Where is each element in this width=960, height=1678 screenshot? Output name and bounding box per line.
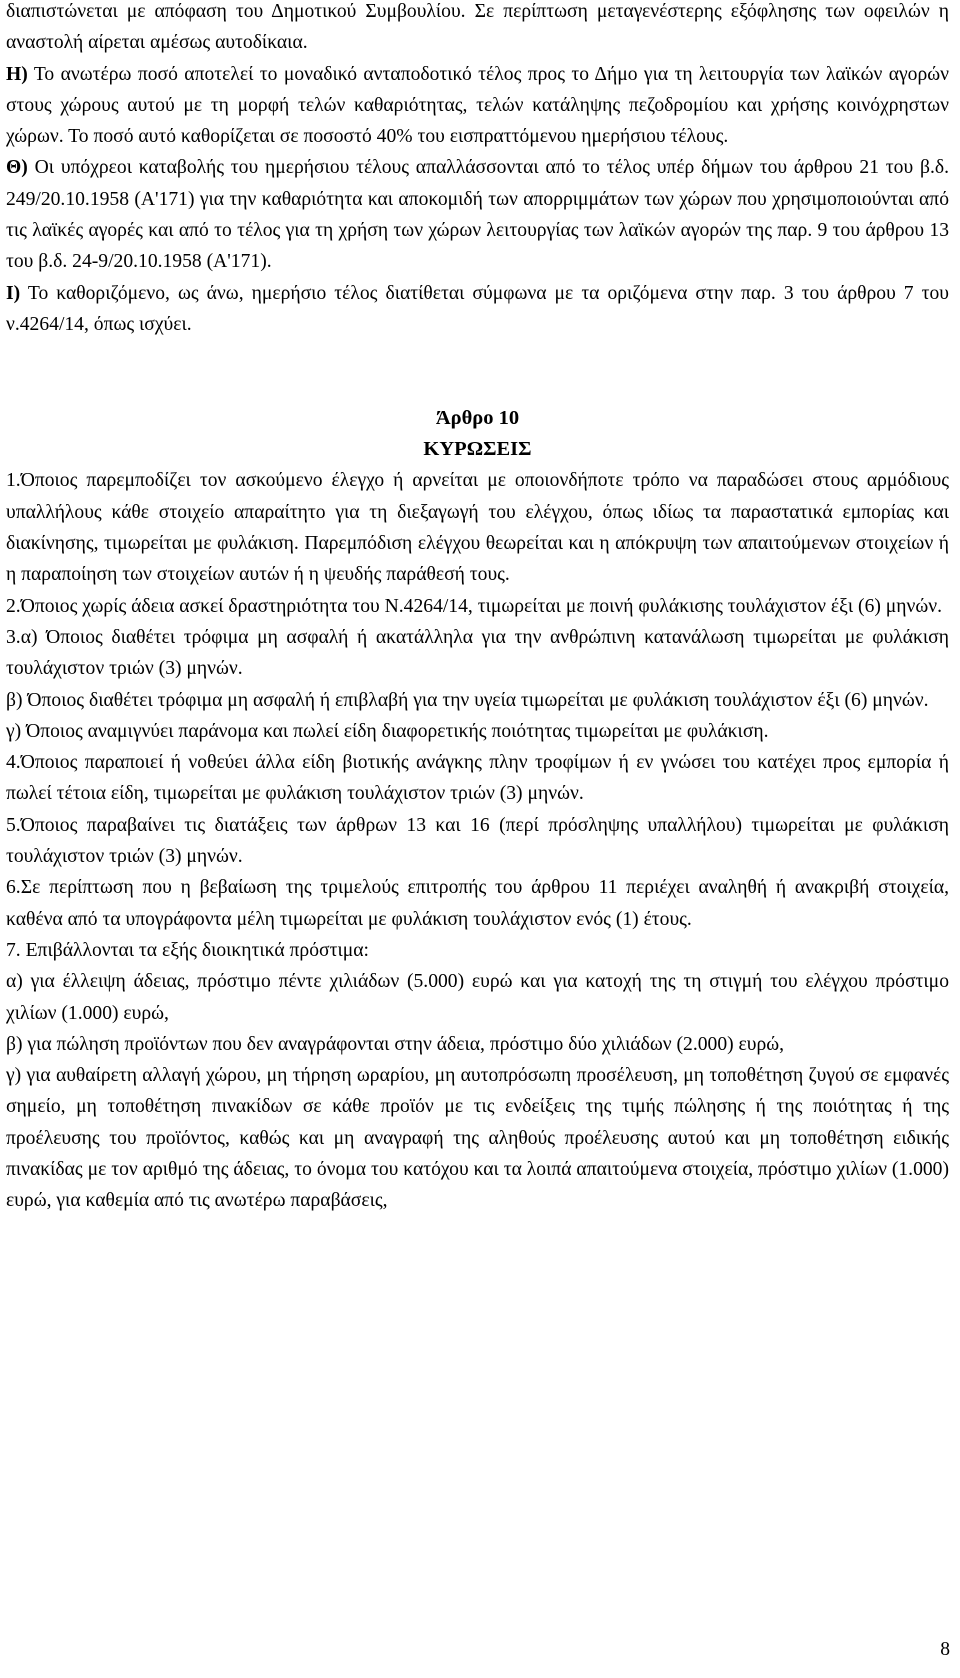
page-number: 8 bbox=[940, 1639, 950, 1660]
article-paragraph: 7. Επιβάλλονται τα εξής διοικητικά πρόστιμα: bbox=[6, 939, 369, 961]
paragraph-theta bbox=[6, 152, 949, 277]
paragraph-eta bbox=[6, 59, 949, 153]
paragraph-text: διαπιστώνεται με απόφαση του Δημοτικού Συμβουλίου. Σε περίπτωση μεταγενέστερης εξόφλησης των οφειλών η αναστολή αίρεται αμέσως αυτοδίκαια. bbox=[6, 1, 949, 54]
section-gap bbox=[6, 340, 949, 403]
article-paragraph: 6.Σε περίπτωση που η βεβαίωση της τριμελούς επιτροπής του άρθρου 11 περιέχει αναληθή ή ανακριβή στοιχεία, καθένα από τα υπογράφοντα μέλη τιμωρείται με φυλάκιση τουλάχιστον ενός (1) έτους. bbox=[6, 877, 949, 930]
paragraph-text: Το καθοριζόμενο, ως άνω, ημερήσιο τέλος διατίθεται σύμφωνα με τα οριζόμενα στην παρ. 3 του άρθρου 7 του ν.4264/14, όπως ισχύει. bbox=[6, 282, 949, 335]
paragraph-continuation bbox=[6, 0, 949, 59]
paragraph-label: Η) bbox=[6, 63, 28, 85]
article-paragraph: 4.Όποιος παραποιεί ή νοθεύει άλλα είδη βιοτικής ανάγκης πλην τροφίμων ή εν γνώσει του κατέχει προς εμπορία ή πωλεί τέτοια είδη, τιμωρείται με φυλάκιση τουλάχιστον τριών (3) μηνών. bbox=[6, 752, 949, 805]
article-paragraph: γ) για αυθαίρετη αλλαγή χώρου, μη τήρηση ωραρίου, μη αυτοπρόσωπη προσέλευση, μη τοποθέτηση ζυγού σε εμφανές σημείο, μη τοποθέτηση πινακίδων σε κάθε προϊόν με τις ενδείξεις της τιμής πώλησης ή της ποιότητας ή της προέλευσης του προϊόντος, καθώς και μη αναγραφή της αληθούς προέλευσης αυτού και μη τοποθέτηση ειδικής πινακίδας με τον αριθμό της άδειας, το όνομα του κατόχου και τα λοιπά απαιτούμενα στοιχεία, πρόστιμο χιλίων (1.000) ευρώ, για καθεμία από τις ανωτέρω παραβάσεις, bbox=[6, 1065, 949, 1212]
article-paragraph: 5.Όποιος παραβαίνει τις διατάξεις των άρθρων 13 και 16 (περί πρόσληψης υπαλλήλου) τιμωρείται με φυλάκιση τουλάχιστον τριών (3) μηνών. bbox=[6, 814, 949, 868]
article-heading: Άρθρο 10 bbox=[435, 406, 520, 429]
article-paragraph: β) Όποιος διαθέτει τρόφιμα μη ασφαλή ή επιβλαβή για την υγεία τιμωρείται με φυλάκιση τουλάχιστον έξι (6) μηνών. bbox=[6, 689, 929, 711]
paragraph-text: Οι υπόχρεοι καταβολής του ημερήσιου τέλους απαλλάσσονται από το τέλος υπέρ δήμων του άρθρου 21 του β.δ. 249/20.10.1958 (Α'171) για την καθαριότητα και αποκομιδή των απορριμμάτων των χώρων που χρησιμοποιούνται από τις λαϊκές αγορές και από το τέλος για τη χρήση των χώρων λειτουργίας των λαϊκών αγορών της παρ. 9 του άρθρου 13 του β.δ. 24-9/20.10.1958 (Α'171). bbox=[6, 157, 949, 273]
article-paragraph: 2.Όποιος χωρίς άδεια ασκεί δραστηριότητα του Ν.4264/14, τιμωρείται με ποινή φυλάκισης τουλάχιστον έξι (6) μηνών. bbox=[6, 595, 943, 617]
article-paragraph: γ) Όποιος αναμιγνύει παράνομα και πωλεί είδη διαφορετικής ποιότητας τιμωρείται με φυλάκιση. bbox=[6, 720, 769, 742]
paragraph-label: Ι) bbox=[6, 282, 21, 304]
article-paragraph: 1.Όποιος παρεμποδίζει τον ασκούμενο έλεγχο ή αρνείται με οποιονδήποτε τρόπο να παραδώσει στους αρμόδιους υπαλλήλους κάθε στοιχείο απαραίτητο για τη διεξαγωγή του ελέγχου, όπως ιδίως τα παραστατικά εμπορίας και διακίνησης, τιμωρείται με φυλάκιση. Παρεμπόδιση ελέγχου θεωρείται και η απόκρυψη των απαιτούμενων στοιχείων ή η παραποίηση των στοιχείων αυτών ή η ψευδής παράθεσή τους. bbox=[6, 470, 949, 586]
article-subheading: ΚΥΡΩΣΕΙΣ bbox=[423, 438, 532, 461]
article-paragraph: β) για πώληση προϊόντων που δεν αναγράφονται στην άδεια, πρόστιμο δύο χιλιάδων (2.000) ευρώ, bbox=[6, 1033, 785, 1055]
article-paragraph: 3.α) Όποιος διαθέτει τρόφιμα μη ασφαλή ή ακατάλληλα για την ανθρώπινη κατανάλωση τιμωρείται με φυλάκιση τουλάχιστον τριών (3) μηνών. bbox=[6, 626, 949, 680]
article-paragraph: α) για έλλειψη άδειας, πρόστιμο πέντε χιλιάδων (5.000) ευρώ και για κατοχή της τη στιγμή του ελέγχου πρόστιμο χιλίων (1.000) ευρώ, bbox=[6, 971, 949, 1024]
paragraph-label: Θ) bbox=[6, 157, 28, 179]
body-text bbox=[6, 0, 949, 1217]
paragraph-iota bbox=[6, 278, 949, 341]
paragraph-text: Το ανωτέρω ποσό αποτελεί το μοναδικό ανταποδοτικό τέλος προς το Δήμο για τη λειτουργία των λαϊκών αγορών στους χώρους αυτού με τη μορφή τελών καθαριότητας, τελών κατάληψης πεζοδρομίου και χρήσης κοινόχρηστων χώρων. Το ποσό αυτό καθορίζεται σε ποσοστό 40% του εισπραττόμενου ημερήσιου τέλους. bbox=[6, 63, 949, 148]
